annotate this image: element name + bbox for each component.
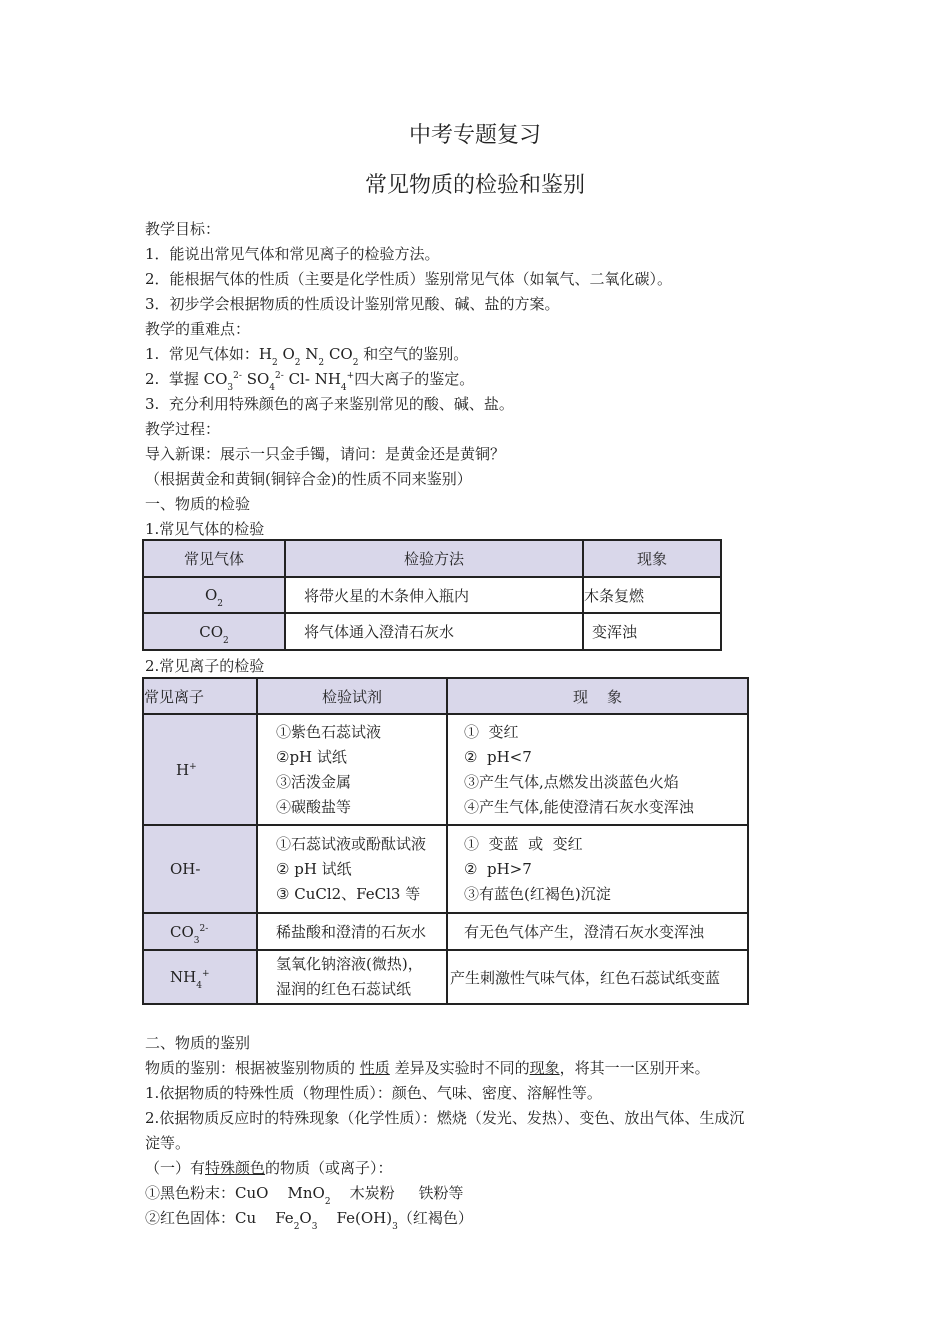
page-subtitle: 常见物质的检验和鉴别 [364, 173, 585, 198]
table-header: 检验试剂 [257, 678, 447, 714]
table-header: 常见离子 [143, 678, 257, 714]
table-row [143, 825, 748, 913]
section-heading: 二、物质的鉴别 [145, 1034, 251, 1052]
process-heading: 教学过程： [145, 420, 221, 438]
goals-heading: 教学目标： [145, 220, 221, 238]
key-point-colors: 3. 充分利用特殊颜色的离子来鉴别常见的酸、碱、盐。 [145, 395, 514, 413]
black-powders: ①黑色粉末：CuO MnO$_2$ 木炭粉 铁粉等 [145, 1184, 464, 1207]
ion-cell: $CO_3^{2-}$ [143, 913, 257, 950]
method-cell: 将带火星的木条伸入瓶内 [285, 577, 583, 613]
table-row [143, 577, 721, 613]
gas-cell: $CO_2$ [143, 613, 285, 650]
page-title: 中考专题复习 [408, 123, 541, 148]
table-header: 常见气体 [143, 540, 285, 577]
reagent-cell: ①石蕊试液或酚酞试液 ② pH 试纸 ③ CuCl2、FeCl3 等 [257, 825, 447, 913]
reagent-cell: ①紫色石蕊试液 ②pH 试纸 ③活泼金属 ④碳酸盐等 [257, 714, 447, 825]
reagent-cell: 稀盐酸和澄清的石灰水 [257, 913, 447, 950]
method-cell: 将气体通入澄清石灰水 [285, 613, 583, 650]
table-header: 检验方法 [285, 540, 583, 577]
key-points-heading: 教学的重难点： [145, 320, 251, 338]
ion-table-title: 2.常见离子的检验 [145, 657, 265, 675]
table-row [143, 613, 721, 650]
identify-item: 2.依据物质反应时的特殊现象（化学性质）：燃烧（发光、发热）、变色、放出气体、生成沉 [145, 1109, 745, 1127]
table-row [143, 714, 748, 825]
gas-cell: $O_2$ [143, 577, 285, 613]
goal-item: 3．初步学会根据物质的性质设计鉴别常见酸、碱、盐的方案。 [145, 295, 560, 313]
result-cell: 有无色气体产生，澄清石灰水变浑浊 [447, 913, 748, 950]
red-solids: ②红色固体：Cu $Fe_2O_3$ $Fe(OH)_3$（红褐色） [145, 1209, 473, 1232]
ion-cell: OH- [143, 825, 257, 913]
result-cell: 木条复燃 [583, 577, 721, 613]
key-point-gases: 1. 常见气体如：$H_2$ $O_2$ $N_2$ $CO_2$ 和空气的鉴别。 [145, 345, 469, 368]
ion-cell: $NH_4^+$ [143, 950, 257, 1004]
result-cell: ① 变蓝 或 变红 ② pH>7 ③有蓝色(红褐色)沉淀 [447, 825, 748, 913]
definition-text: 物质的鉴别：根据被鉴别物质的 性质 差异及实验时不同的现象，将其一一区别开来。 [145, 1059, 710, 1077]
table-header: 现象 [583, 540, 721, 577]
table-header: 现 象 [447, 678, 748, 714]
gas-table [142, 539, 722, 651]
intro-note: （根据黄金和黄铜(铜锌合金)的性质不同来鉴别） [145, 470, 472, 488]
gas-table-title: 1.常见气体的检验 [145, 520, 265, 538]
identify-item: 1.依据物质的特殊性质（物理性质）：颜色、气味、密度、溶解性等。 [145, 1084, 602, 1102]
identify-item-cont: 淀等。 [145, 1134, 191, 1152]
intro-text: 导入新课：展示一只金手镯，请问：是黄金还是黄铜？ [145, 445, 506, 463]
section-heading: 一、物质的检验 [145, 495, 251, 513]
goal-item: 2．能根据气体的性质（主要是化学性质）鉴别常见气体（如氧气、二氧化碳）。 [145, 270, 673, 288]
table-row [143, 950, 748, 1004]
result-cell: ① 变红 ② pH<7 ③产生气体,点燃发出淡蓝色火焰 ④产生气体,能使澄清石灰水变浑浊 [447, 714, 748, 825]
reagent-cell: 氢氧化钠溶液(微热)， 湿润的红色石蕊试纸 [257, 950, 447, 1004]
subsection-heading: （一）有特殊颜色的物质（或离子）： [145, 1159, 393, 1177]
ion-table [142, 677, 749, 1005]
ion-cell: H+ [143, 714, 257, 825]
key-point-ions: 2. 掌握 $CO_3^{2-}$ $SO_4^{2-}$ Cl- $NH_4^+$四大离子的鉴定。 [145, 370, 475, 393]
goal-item: 1．能说出常见气体和常见离子的检验方法。 [145, 245, 440, 263]
table-row [143, 913, 748, 950]
result-cell: 产生刺激性气味气体，红色石蕊试纸变蓝 [447, 950, 748, 1004]
result-cell: 变浑浊 [583, 613, 721, 650]
